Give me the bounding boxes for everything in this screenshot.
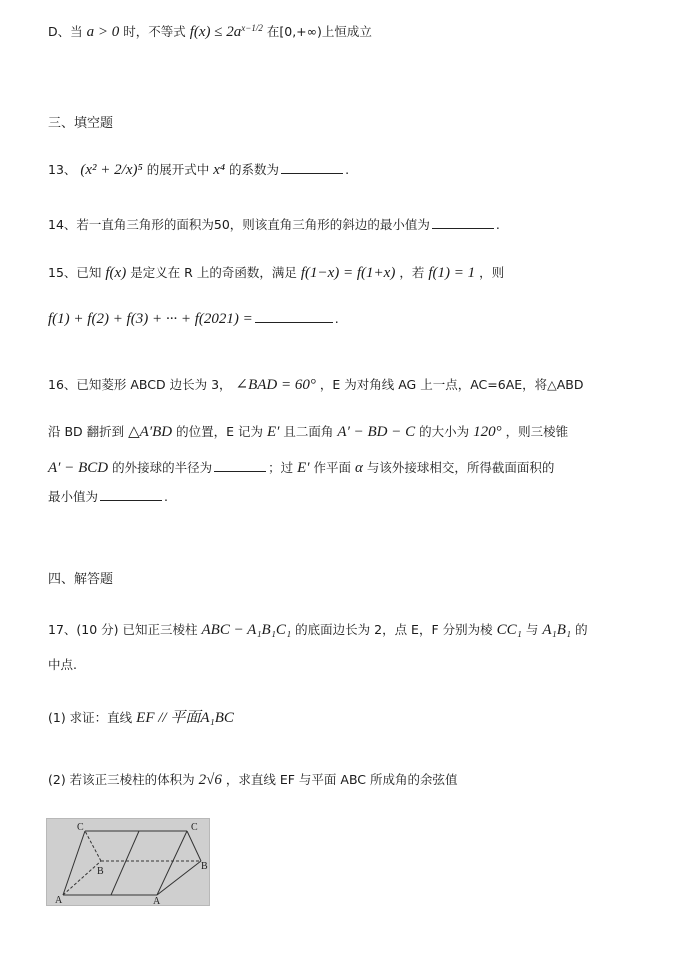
option-d-exp: x−1/2 [241,22,263,33]
answer-blank [255,321,333,323]
q17-b: 的底面边长为 2，点 E，F 分别为棱 [295,622,493,637]
figure-label-a2: A [153,896,161,905]
q16-dihedral: A′ − BD − C [337,424,416,440]
q17-a: 17、(10 分) 已知正三棱柱 [48,622,198,637]
q17-p1a: (1) 求证：直线 [48,710,133,725]
q16-alpha: α [355,460,363,476]
section-3-title: 三、填空题 [48,116,114,131]
figure-label-a1: A [55,895,63,905]
q17-p1expr: EF // 平面A₁BC [136,710,234,726]
q16-tri: △A′BD [128,424,173,440]
q14-end: . [495,217,500,232]
q16-g: ，则三棱锥 [505,424,569,439]
answer-blank [214,470,266,472]
q13-term: x⁴ [213,162,226,178]
question-16-line3 [48,458,554,477]
q17-d: 的 [575,622,588,637]
q16-k: 与该外接球相交，所得截面面积的 [366,460,555,475]
q16-h: 的外接球的半径为 [112,460,213,475]
edge-a-c-left [63,831,85,895]
q15-b: 是定义在 R 上的奇函数，满足 [130,265,297,280]
q15-d: ，则 [479,265,505,280]
option-d-cond: a > 0 [86,24,120,40]
q16-d: 的位置，E 记为 [176,424,263,439]
q16-ep2: E′ [297,460,310,476]
q15-eq1: f(1−x) = f(1+x) [300,265,396,281]
q16-c: 沿 BD 翻折到 [48,424,125,439]
question-17-part2 [48,770,458,789]
question-14 [48,215,500,233]
q16-j: 作平面 [313,460,352,475]
q13-expr: (x² + 2/x)⁵ [80,162,143,178]
question-17 [48,620,588,639]
question-13 [48,160,349,179]
q16-l: 最小值为 [48,489,99,504]
inner-line [111,831,139,895]
figure-label-b1: B [97,866,104,877]
option-d-tail: 在[0,+∞)上恒成立 [266,24,372,39]
option-d-mid: 时，不等式 [123,24,186,39]
option-d-ineq: f(x) ≤ 2a [189,24,242,40]
question-16-line2 [48,422,568,441]
q16-f: 的大小为 [419,424,470,439]
q13-num: 13、 [48,162,77,177]
q16-a: 16、已知菱形 ABCD 边长为 3， [48,377,232,392]
q16-i: ；过 [268,460,294,475]
q15-c: ，若 [399,265,425,280]
q13-end: . [345,162,350,177]
q13-text: 的展开式中 [146,162,210,177]
figure-label-c2: C [191,822,198,833]
q16-end: . [164,489,168,504]
answer-blank [281,172,343,174]
q13-tail: 的系数为 [229,162,280,177]
question-16-line4 [48,487,168,505]
prism-figure [46,818,210,906]
q15-sum: f(1) + f(2) + f(3) + ··· + f(2021) = [48,311,253,327]
q16-b: ，E 为对角线 AG 上一点，AC=6AE，将△ABD [319,377,584,392]
q17-p2a: (2) 若该正三棱柱的体积为 [48,772,195,787]
q17-prism: ABC − A₁B₁C₁ [201,622,292,638]
hidden-edge-2 [85,831,101,861]
q17-cc: CC₁ [496,622,522,638]
question-16 [48,375,584,394]
question-17-line2: 中点. [48,657,77,672]
q16-deg: 120° [473,424,502,440]
q16-ep: E′ [266,424,280,440]
edge-c-b [187,831,201,861]
q16-angle: ∠BAD = 60° [235,377,316,393]
q15-f: f(x) [105,265,127,281]
q16-tet: A′ − BCD [48,460,109,476]
q16-e: 且二面角 [283,424,334,439]
section-4-title: 四、解答题 [48,572,114,587]
answer-blank [100,499,162,501]
figure-label-c1: C [77,822,84,833]
q15-end: . [334,311,339,326]
question-17-part1 [48,706,234,727]
edge-a-b [157,861,201,895]
edge-right [157,831,187,895]
option-d [48,22,372,41]
question-15-line2 [48,311,339,328]
q15-a: 15、已知 [48,265,102,280]
q15-eq2: f(1) = 1 [428,265,476,281]
option-d-label: D、当 [48,24,83,39]
q17-p2b: ，求直线 EF 与平面 ABC 所成角的余弦值 [225,772,458,787]
answer-blank [432,227,494,229]
q17-c: 与 [525,622,539,637]
prism-diagram [47,819,209,905]
figure-label-b2: B [201,861,208,872]
question-15 [48,263,504,282]
q17-vol: 2√6 [198,772,222,788]
q14-text: 14、若一直角三角形的面积为50，则该直角三角形的斜边的最小值为 [48,217,430,232]
q17-ab: A₁B₁ [542,622,572,638]
